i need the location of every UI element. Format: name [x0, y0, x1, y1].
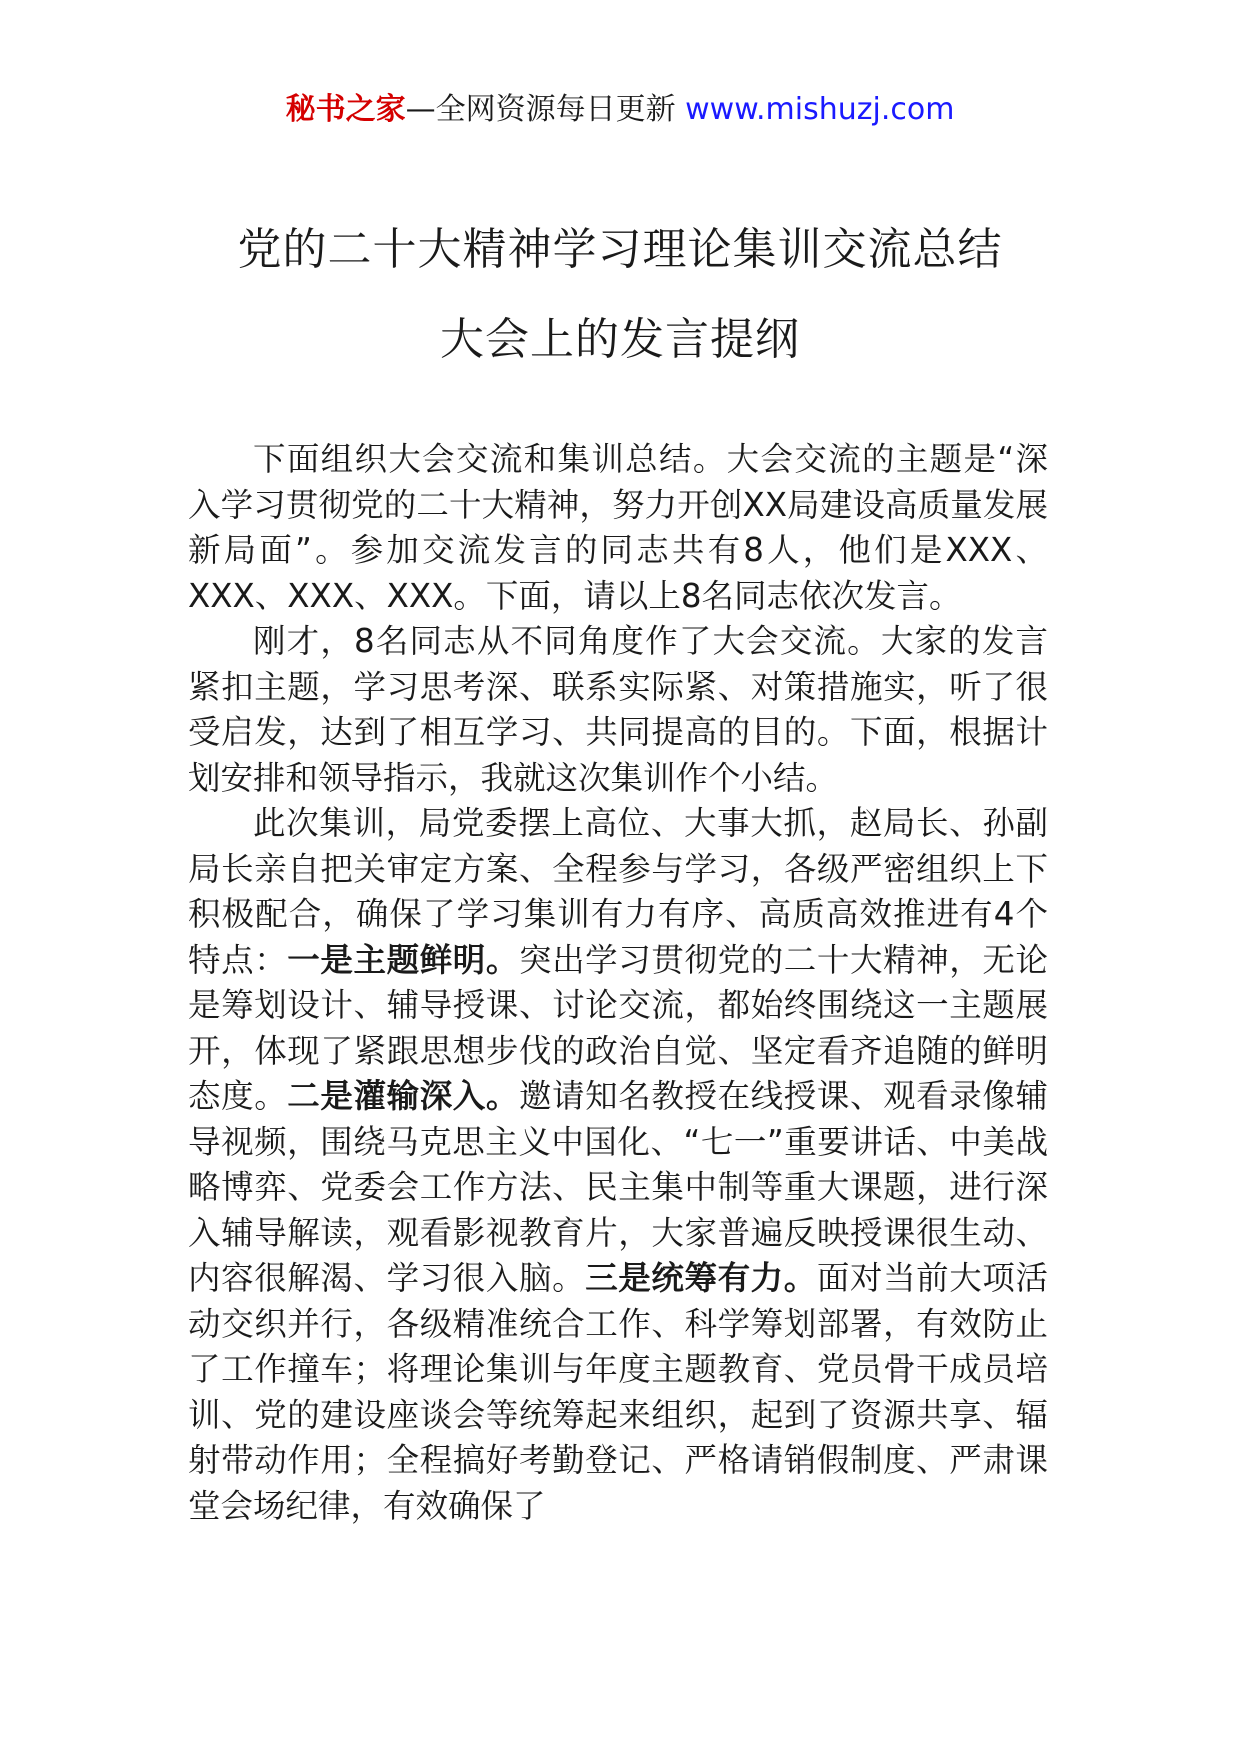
header-banner [0, 90, 1240, 130]
site-url-link[interactable]: www.mishuzj.com [685, 92, 955, 127]
point-2-heading: 二是灌输深入。 [287, 1077, 519, 1115]
point-3-text: 面对当前大项活动交织并行，各级精准统合工作、科学筹划部署，有效防止了工作撞车；将理论集训与年度主题教育、党员骨干成员培训、党的建设座谈会等统筹起来组织，起到了资源共享、辐射带动作用；全程搞好考勤登记、严格请销假制度、严肃课堂会场纪律，有效确保了 [188, 1259, 1048, 1525]
title-line-2: 大会上的发言提纲 [440, 314, 800, 365]
document-body [188, 437, 1048, 1529]
paragraph-3-intro: 此次集训，局党委摆上高位、大事大抓，赵局长、孙副局长亲自把关审定方案、全程参与学习，各级严密组织上下积极配合，确保了学习集训有力有序、高质高效推进有4个特点： [188, 804, 1048, 979]
header-tagline: —全网资源每日更新 [405, 92, 686, 127]
title-line-1: 党的二十大精神学习理论集训交流总结 [237, 224, 1003, 275]
brand-name: 秘书之家 [285, 92, 406, 127]
document-title [0, 205, 1240, 385]
point-3-heading: 三是统筹有力。 [585, 1259, 817, 1297]
paragraph-1: 下面组织大会交流和集训总结。大会交流的主题是“深入学习贯彻党的二十大精神，努力开创XX局建设高质量发展新局面”。参加交流发言的同志共有8人，他们是XXX、XXX、XXX、XXX。下面，请以上8名同志依次发言。 [188, 440, 1048, 615]
point-2-text: 邀请知名教授在线授课、观看录像辅导视频，围绕马克思主义中国化、“七一”重要讲话、中美战略博弈、党委会工作方法、民主集中制等重大课题，进行深入辅导解读，观看影视教育片，大家普遍反映授课很生动、内容很解渴、学习很入脑。 [188, 1077, 1048, 1297]
paragraph-2: 刚才，8名同志从不同角度作了大会交流。大家的发言紧扣主题，学习思考深、联系实际紧、对策措施实，听了很受启发，达到了相互学习、共同提高的目的。下面，根据计划安排和领导指示，我就这次集训作个小结。 [188, 622, 1048, 797]
point-1-heading: 一是主题鲜明。 [287, 940, 519, 979]
paragraph-3 [188, 801, 1048, 1529]
point-1-text: 突出学习贯彻党的二十大精神，无论是筹划设计、辅导授课、讨论交流，都始终围绕这一主题展开，体现了紧跟思想步伐的政治自觉、坚定看齐追随的鲜明态度。 [188, 940, 1048, 1115]
